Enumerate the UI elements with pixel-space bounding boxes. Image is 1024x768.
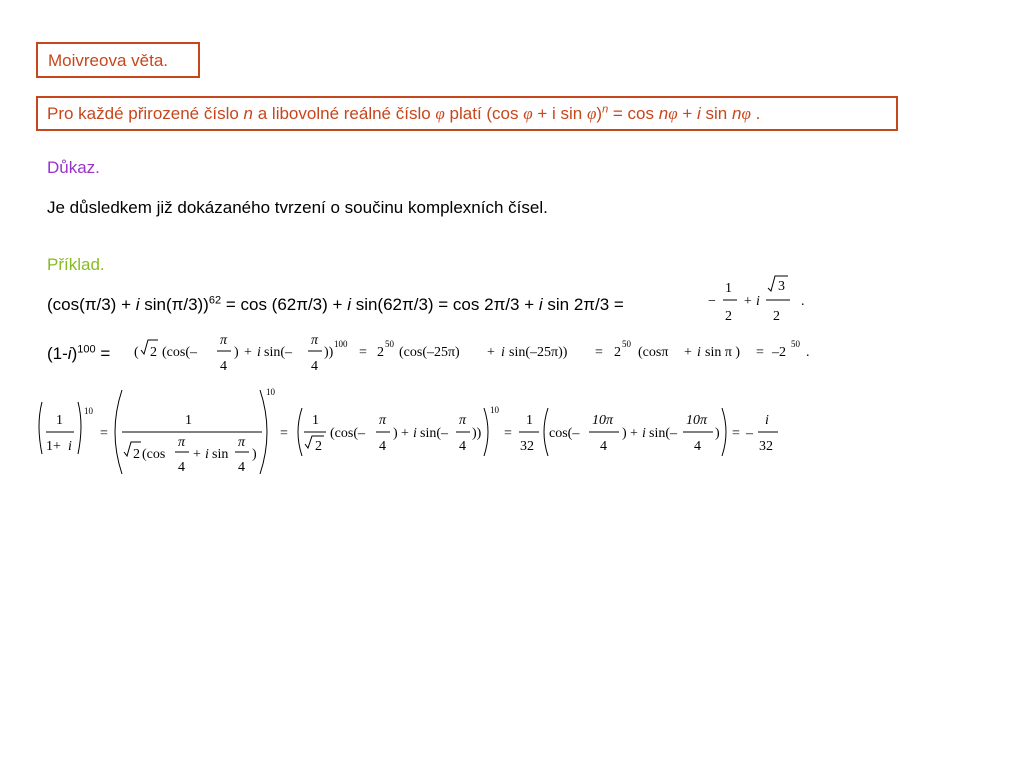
- plus-sign: +: [401, 426, 409, 441]
- equation-3-formula: [34, 382, 794, 478]
- equals-sign: =: [504, 426, 512, 441]
- fraction-numerator: 1: [526, 413, 533, 428]
- equals-sign: =: [280, 426, 288, 441]
- fraction-numerator: 1: [725, 281, 732, 296]
- fraction-denominator: 4: [694, 439, 701, 454]
- fraction-numerator: π: [459, 413, 467, 428]
- fraction-denominator: 1+: [46, 439, 61, 454]
- var-phi: φ: [586, 104, 597, 123]
- eq1-part: sin 2π/3 =: [542, 295, 624, 314]
- fraction-numerator: 10π: [592, 413, 614, 428]
- fraction-numerator: 1: [312, 413, 319, 428]
- paren: )): [324, 345, 334, 360]
- equation-1-result: [700, 272, 810, 328]
- plus-sign: +: [630, 426, 638, 441]
- var-i: i: [68, 439, 72, 454]
- eq2-part: =: [95, 344, 111, 363]
- theorem-text-4: + i sin: [532, 104, 587, 123]
- exponent: 50: [385, 339, 394, 349]
- big-paren-left: [39, 402, 42, 454]
- var-n: n: [243, 104, 254, 123]
- fraction-denominator: 4: [238, 460, 245, 475]
- big-paren-right: [484, 408, 488, 456]
- fraction-numerator: π: [311, 333, 319, 348]
- equation-2-formula: [134, 332, 824, 376]
- sin-text: sin(–: [649, 426, 677, 441]
- fraction-denominator: 4: [178, 460, 185, 475]
- big-paren-right: [78, 402, 81, 454]
- var-phi: φ: [741, 104, 751, 123]
- period: .: [806, 345, 810, 360]
- sqrt-radicand: 2: [133, 447, 140, 462]
- theorem-text-3: platí (cos: [444, 104, 524, 123]
- var-i: i: [347, 295, 351, 314]
- var-phi: φ: [668, 104, 678, 123]
- exponent: 10: [490, 405, 499, 415]
- base: 2: [614, 345, 621, 360]
- paren: ): [393, 426, 398, 441]
- equation-2-lhs: [47, 344, 110, 364]
- fraction-numerator: π: [379, 413, 387, 428]
- theorem-text-6: = cos: [608, 104, 659, 123]
- sqrt-radicand: 3: [778, 279, 785, 294]
- plus-i: + i: [743, 294, 760, 309]
- paren: ): [252, 447, 257, 462]
- exponent: 50: [791, 339, 800, 349]
- big-paren-left: [544, 408, 548, 456]
- equals-sign: =: [359, 345, 367, 360]
- var-i: i: [642, 426, 646, 441]
- theorem-box: [36, 96, 898, 131]
- var-i: i: [697, 104, 701, 123]
- var-i: i: [697, 345, 701, 360]
- fraction-denominator: 4: [311, 359, 318, 374]
- minus-sign: −: [708, 294, 716, 309]
- paren: ): [622, 426, 627, 441]
- var-n: n: [731, 104, 742, 123]
- eq1-exponent: 62: [208, 294, 222, 307]
- example-label: Příklad.: [47, 255, 105, 274]
- fraction-denominator: 2: [725, 309, 732, 324]
- eq2-exponent: 100: [77, 343, 96, 356]
- period: .: [801, 294, 805, 309]
- theorem-text-1: Pro každé přirozené číslo: [47, 104, 244, 123]
- fraction-denominator: 4: [379, 439, 386, 454]
- equals-sign: =: [732, 426, 740, 441]
- plus-sign: +: [487, 345, 495, 360]
- var-phi: φ: [523, 104, 533, 123]
- sin-term: sin(–25π)): [509, 345, 568, 360]
- fraction-denominator: 32: [759, 439, 773, 454]
- big-paren-right: [722, 408, 726, 456]
- fraction-numerator: π: [178, 435, 186, 450]
- sqrt-radicand: 2: [150, 345, 157, 360]
- cos-term: (cos(–25π): [399, 345, 460, 360]
- paren: (: [134, 345, 139, 360]
- cos-text: (cos(–: [330, 426, 365, 441]
- eq1-part: sin(π/3)): [139, 295, 209, 314]
- eq1-part: = cos (62π/3) +: [221, 295, 348, 314]
- eq2-part: ): [71, 344, 78, 363]
- equation-1-text: [47, 295, 624, 315]
- var-phi: φ: [435, 104, 445, 123]
- fraction-numerator: 10π: [686, 413, 708, 428]
- cos-term: (cosπ: [638, 345, 669, 360]
- var-i: i: [538, 295, 543, 314]
- exp-n: n: [602, 103, 609, 116]
- result: –2: [772, 345, 786, 360]
- exponent: 50: [622, 339, 631, 349]
- sqrt-radicand: 2: [315, 439, 322, 454]
- equals-sign: =: [756, 345, 764, 360]
- theorem-text-7: +: [677, 104, 697, 123]
- fraction-numerator: 1: [185, 413, 192, 428]
- exponent: 100: [334, 339, 348, 349]
- minus-sign: –: [746, 426, 753, 441]
- proof-label: Důkaz.: [47, 158, 100, 177]
- big-paren-left: [115, 390, 122, 474]
- fraction-numerator: i: [765, 413, 769, 428]
- sin-term: sin π ): [705, 345, 741, 360]
- fraction-denominator: 4: [600, 439, 607, 454]
- theorem-text-5: ): [596, 104, 603, 123]
- theorem-text-8: sin: [700, 104, 732, 123]
- fraction-numerator: π: [220, 333, 228, 348]
- theorem-text-2: a libovolné reálné číslo: [253, 104, 436, 123]
- fraction-numerator: 1: [56, 413, 63, 428]
- equals-sign: =: [595, 345, 603, 360]
- theorem-text-9: .: [750, 104, 761, 123]
- cos-text: (cos: [142, 447, 166, 462]
- var-i: i: [501, 345, 505, 360]
- var-n: n: [658, 104, 669, 123]
- paren: )): [472, 426, 482, 441]
- fraction-denominator: 2: [773, 309, 780, 324]
- sin-text: sin(–: [264, 345, 292, 360]
- proof-text: Je důsledkem již dokázaného tvrzení o součinu komplexních čísel.: [47, 198, 548, 217]
- eq1-part: sin(62π/3) = cos 2π/3 +: [350, 295, 539, 314]
- equals-sign: =: [100, 426, 108, 441]
- cos-text: (cos(–: [162, 345, 197, 360]
- paren: ): [715, 426, 720, 441]
- plus-sign: +: [244, 345, 252, 360]
- title-box: [36, 42, 200, 78]
- fraction-numerator: π: [238, 435, 246, 450]
- paren: ): [234, 345, 239, 360]
- big-paren-left: [298, 408, 302, 456]
- fraction-denominator: 4: [220, 359, 227, 374]
- sin-text: sin(–: [420, 426, 448, 441]
- plus-sign: +: [684, 345, 692, 360]
- var-i: i: [67, 344, 72, 363]
- var-i: i: [257, 345, 261, 360]
- var-i: i: [413, 426, 417, 441]
- plus-sign: +: [193, 447, 201, 462]
- sin-text: sin: [212, 447, 229, 462]
- cos-text: cos(–: [549, 426, 580, 441]
- exponent: 10: [266, 387, 275, 397]
- exponent: 10: [84, 406, 93, 416]
- page-title: Moivreova věta.: [48, 51, 168, 70]
- base: 2: [377, 345, 384, 360]
- fraction-denominator: 4: [459, 439, 466, 454]
- eq1-part: (cos(π/3) +: [47, 295, 136, 314]
- eq2-part: (1-: [47, 344, 68, 363]
- fraction-denominator: 32: [520, 439, 534, 454]
- var-i: i: [205, 447, 209, 462]
- var-i: i: [135, 295, 140, 314]
